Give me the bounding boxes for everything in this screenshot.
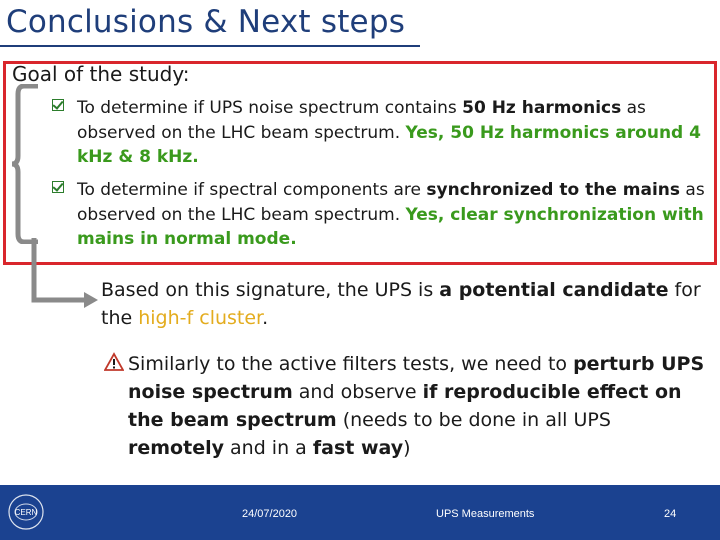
page-number: 24 [664, 508, 677, 520]
cern-logo-text: CERN [14, 508, 38, 517]
next-step-bold: perturb UPS noise spectrum [128, 353, 705, 403]
bullet-bold: 50 Hz harmonics [462, 98, 622, 118]
bullet-text-part: To determine if spectral components are [77, 180, 427, 200]
slide-title: Conclusions & Next steps [6, 4, 406, 40]
conclusion-highlight: high-f cluster [138, 307, 263, 329]
checkbox-checked-icon [52, 99, 64, 111]
warning-icon [104, 352, 124, 372]
conclusion-bold: a potential candidate [439, 279, 669, 301]
brace-icon [10, 84, 40, 244]
conclusion-part: . [262, 307, 269, 329]
next-step-part: Similarly to the active filters tests, we need to [128, 353, 574, 375]
next-step-bold: if reproducible effect on the beam spectrum [128, 381, 682, 431]
conclusion-text [101, 276, 701, 332]
bullet-answer: Yes, clear synchronization with mains in normal mode. [77, 204, 704, 249]
conclusion-part: Based on this signature, the UPS is [101, 279, 440, 301]
bullet-bold: synchronized to the mains [426, 180, 681, 200]
goal-label: Goal of the study: [12, 62, 190, 86]
bullet-text-part: as observed on the LHC beam spectrum. [77, 98, 646, 143]
next-step-part: and in a [223, 437, 313, 459]
footer-bar [0, 485, 720, 540]
bullet-text-part: as observed on the LHC beam spectrum. [77, 180, 705, 225]
next-step-bold: fast way [312, 437, 404, 459]
footer-title: UPS Measurements [436, 508, 535, 520]
next-step-bold: remotely [128, 437, 224, 459]
footer-date: 24/07/2020 [242, 508, 298, 520]
next-step-part: and observe [292, 381, 423, 403]
next-step-part: (needs to be done in all UPS [336, 409, 611, 431]
checkbox-checked-icon [52, 181, 64, 193]
next-step-part: ) [403, 437, 411, 459]
bullet-answer: Yes, 50 Hz harmonics around 4 kHz & 8 kHz. [77, 122, 701, 167]
arrow-icon [26, 238, 106, 318]
title-underline [0, 45, 420, 47]
conclusion-part: for the [101, 279, 701, 329]
bullet-text [77, 178, 707, 252]
next-step-text [128, 350, 708, 462]
bullet-text [77, 96, 707, 170]
cern-logo [6, 492, 46, 532]
bullet-text-part: To determine if UPS noise spectrum contains [77, 98, 463, 118]
